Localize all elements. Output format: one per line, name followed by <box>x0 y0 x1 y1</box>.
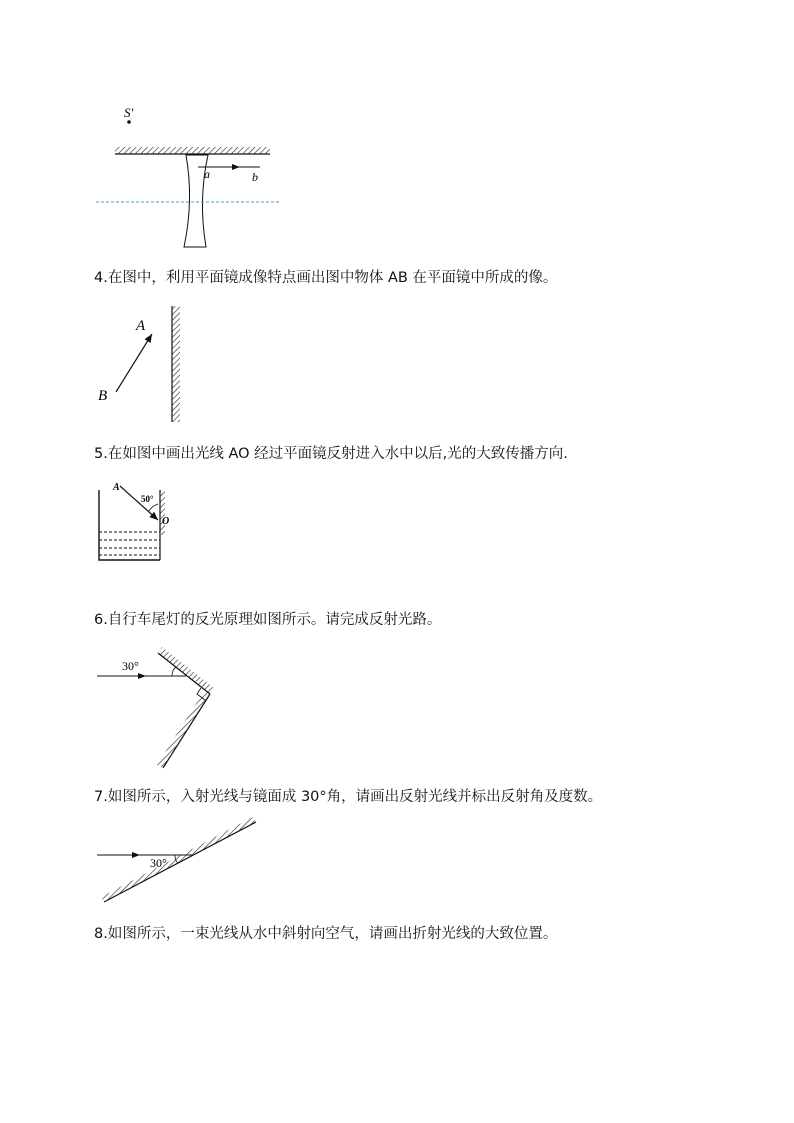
question-number: 5. <box>94 446 108 462</box>
angle-arc <box>149 504 158 511</box>
mirror-hatching <box>101 817 256 902</box>
angle-arc <box>172 667 176 676</box>
figure-6 <box>97 647 214 768</box>
question-7 <box>94 787 602 807</box>
label-A: A <box>113 482 120 493</box>
incident-ray-arrow <box>132 852 140 858</box>
angle-label: 30° <box>122 659 139 673</box>
label-b: b <box>252 170 258 184</box>
label-O: O <box>162 516 170 527</box>
question-4 <box>94 268 557 288</box>
label-a: a <box>204 167 210 181</box>
object-ab-arrow <box>116 334 152 392</box>
question-text: 在图中，利用平面镜成像特点画出图中物体 AB 在平面镜中所成的像。 <box>107 270 558 286</box>
figure-3 <box>96 105 280 247</box>
label-B: B <box>98 388 108 404</box>
mirror-lower-hatching <box>157 691 210 768</box>
question-number: 4. <box>94 270 108 286</box>
figure-7 <box>97 817 256 902</box>
question-number: 8. <box>94 926 108 942</box>
label-s-prime: S′ <box>124 105 134 120</box>
question-text: 自行车尾灯的反光原理如图所示。请完成反射光路。 <box>107 612 442 628</box>
question-5 <box>94 444 568 464</box>
question-8 <box>94 924 557 944</box>
question-text: 如图所示，入射光线与镜面成 30°角，请画出反射光线并标出反射角及度数。 <box>107 789 603 805</box>
incident-ray-arrow <box>138 673 146 679</box>
angle-label: 30° <box>150 856 167 870</box>
ray-arrow <box>232 164 240 170</box>
label-A: A <box>136 318 146 334</box>
question-text: 如图所示，一束光线从水中斜射向空气，请画出折射光线的大致位置。 <box>107 926 558 942</box>
mirror-hatching <box>160 490 165 535</box>
question-text: 在如图中画出光线 AO 经过平面镜反射进入水中以后,光的大致传播方向. <box>107 446 568 462</box>
question-number: 7. <box>94 789 108 805</box>
figure-4 <box>98 306 180 422</box>
mirror-hatching <box>115 147 270 154</box>
angle-label: 50° <box>141 494 154 504</box>
point-s-prime <box>127 120 131 124</box>
question-6 <box>94 610 441 630</box>
figure-5 <box>99 482 169 560</box>
mirror-hatching <box>172 306 180 422</box>
question-number: 6. <box>94 612 108 628</box>
mirror-upper-hatching <box>158 647 214 694</box>
